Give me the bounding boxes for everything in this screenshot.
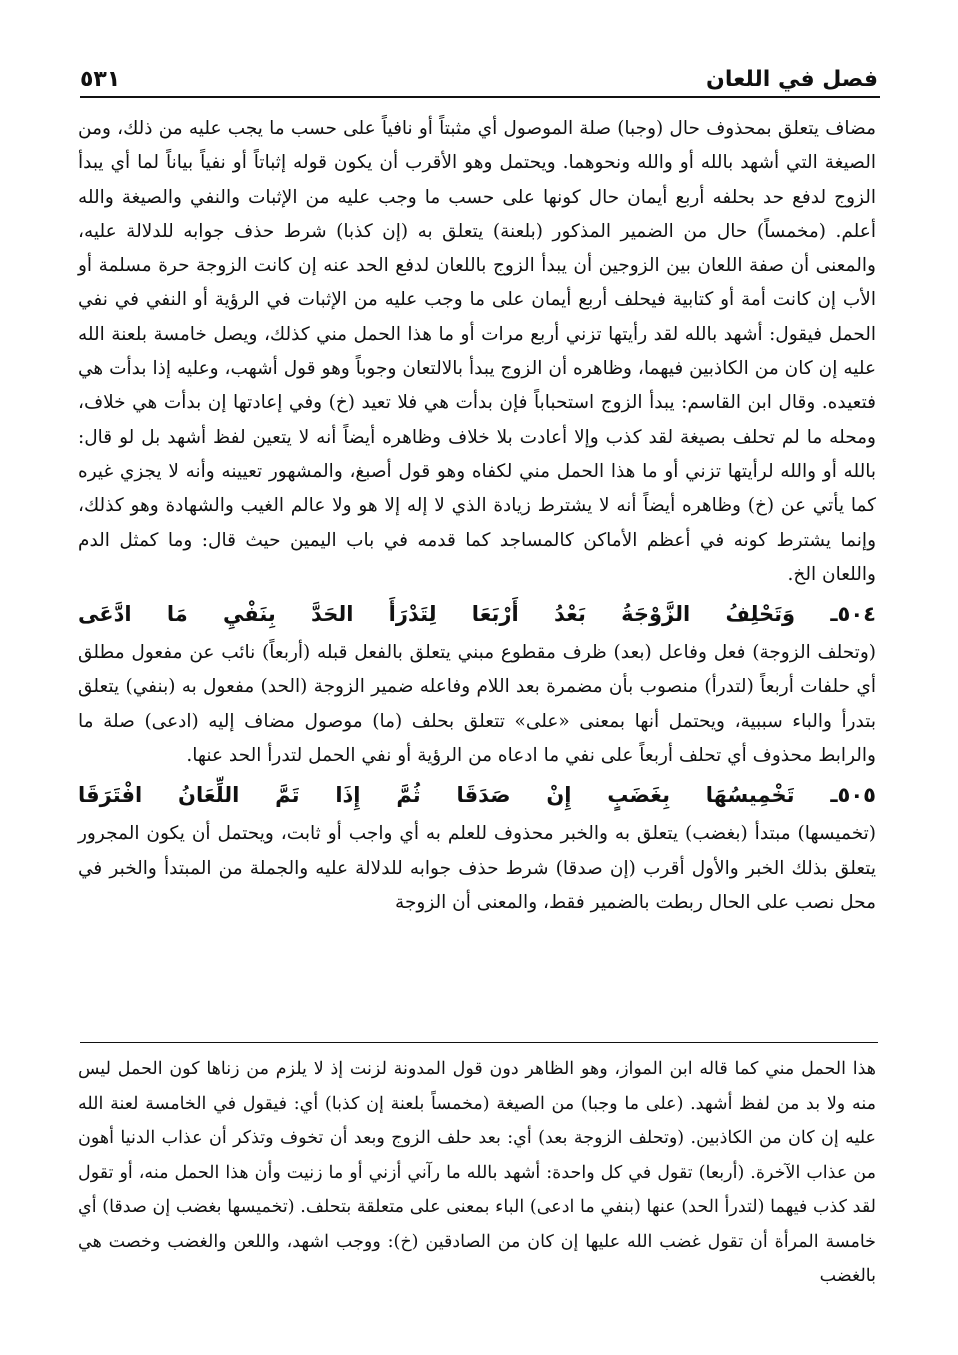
chapter-title: فصل في اللعان — [706, 67, 878, 92]
commentary-paragraph-2: (وتحلف الزوجة) فعل وفاعل (بعد) ظرف مقطوع مبني يتعلق بالفعل قبله (أربعاً) نائب عن مفعول مطلق أي حلفات أربعاً (لتدرأ) منصوب بأن مضمرة بعد اللام وفاعله ضمير الزوجة (الحد) مفعول به (بنفي) يتعلق بتدرأ والباء سببية، ويحتمل أنها بمعنى «على» تتعلق بحلف (ما) موصول مضاف إليه (ادعى) صلة ما والرابط محذوف أي تحلف أربعاً على نفي ما ادعاه من الرؤية أو نفي الحمل لتدرأ الحد عنها. — [78, 642, 876, 767]
verse-504: ٥٠٤ـ وَتَحْلِفُ الزَّوْجَةُ بَعْدُ أَرْبَعَا لِتَدْرَأَ الحَدَّ بِنَفْيِ مَا ادَّعَى — [78, 602, 876, 627]
commentary-paragraph-1: مضاف يتعلق بمحذوف حال (وجبا) صلة الموصول أي مثبتاً أو نافياً على حسب ما يجب عليه من ذلك، ومن الصيغة التي أشهد بالله أو والله ونحوهما. ويحتمل وهو الأقرب أن يكون قوله إثباتاً أو نفياً بياناً لما أي يبدأ الزوج لدفع حد بحلفه أربع أيمان حال كونها على حسب ما وجب عليه من الإثبات والنفي والصيغة والله أعلم. (مخمساً) حال من الضمير المذكور (بلعنة) يتعلق به (إن كذبا) شرط حذف جوابه للدلالة عليه، والمعنى أن صفة اللعان بين الزوجين أن يبدأ الزوج باللعان لدفع الحد عنه إن كانت الزوجة حرة مسلمة أو الأب إن كانت أمة أو كتابية فيحلف أربع أيمان على ما وجب عليه من الإثبات في الرؤية أو النفي في نفي الحمل فيقول: أشهد بالله لقد رأيتها تزني أربع مرات أو ما هذا الحمل مني كذلك، ويصل خامسة بلعنة الله عليه إن كان من الكاذبين فيهما، وظاهره أن الزوج يبدأ بالالتعان وجوباً وهو قول أشهب، وعليه إذا بدأت هي فتعيده. وقال ابن القاسم: يبدأ الزوج استحباباً فإن بدأت هي فلا تعيد (خ) وفي إعادتها إن بدأت هي خلاف، ومحله ما لم تحلف بصيغة لقد كذب وإلا أعادت بلا خلاف وظاهره أيضاً أنه لا يتعين لفظ أشهد بل لو قال: بالله أو والله لرأيتها تزني أو ما هذا الحمل مني لكفاه وهو قول أصبغ، والمشهور تعيينه وأنه لا يجزي غيره كما يأتي عن (خ) وظاهره أيضاً أنه لا يشترط زيادة الذي لا إله إلا هو ولا عالم الغيب والشهادة وهو كذلك، وإنما يشترط كونه في أعظم الأماكن كالمساجد كما قدمه في باب اليمين حيث قال: وما كمثل الدم واللعان الخ. — [78, 118, 876, 585]
commentary-paragraph-3: (تخميسها) مبتدأ (بغضب) يتعلق به والخبر محذوف للعلم به أي واجب أو ثابت، ويحتمل أن يكون المجرور يتعلق بذلك الخبر والأول أقرب (إن صدقا) شرط حذف جوابه للدلالة عليه والجملة من المبتدأ والخبر في محل نصب على الحال ربطت بالضمير فقط، والمعنى أن الزوجة — [78, 823, 876, 913]
footnote-text: هذا الحمل مني كما قاله ابن المواز، وهو الظاهر دون قول المدونة لزنت إذ لا يلزم من زناها كون الحمل ليس منه ولا بد من لفظ أشهد. (على ما وجبا) من الصيغة (مخمساً بلعنة إن كذبا) أي: فيقول في الخامسة لعنة الله عليه إن كان من الكاذبين. (وتحلف الزوجة بعد) أي: بعد حلف الزوج وبعد أن تخوف وتذكر أن عذاب الدنيا أهون من عذاب الآخرة. (أربعا) تقول في كل واحدة: أشهد بالله ما رآني أزني أو ما زنيت وأن هذا الحمل منه، أو تقول لقد كذب فيهما (لتدرأ الحد) عنها (بنفي ما ادعى) الباء بمعنى على متعلقة بتحلف. (تخميسها بغضب إن صدقا) أي خامسة المرأة أن تقول غضب الله عليها إن كان من الصادقين (خ): ووجب اشهد، واللعن والغضب وخصت هي بالغضب — [78, 1059, 876, 1286]
header-rule — [80, 96, 880, 98]
verse-505: ٥٠٥ـ تَخْمِيسُهَا بِغَضَبٍ إِنْ صَدَقَا ثُمَّ إِذَا تَمَّ اللِّعَانُ افْتَرَقَا — [78, 783, 876, 808]
footnote-block — [78, 1052, 876, 1294]
page-number: ٥٣١ — [80, 67, 121, 92]
main-text — [78, 112, 876, 920]
footnote-rule — [80, 1042, 878, 1043]
page-header — [80, 56, 878, 92]
